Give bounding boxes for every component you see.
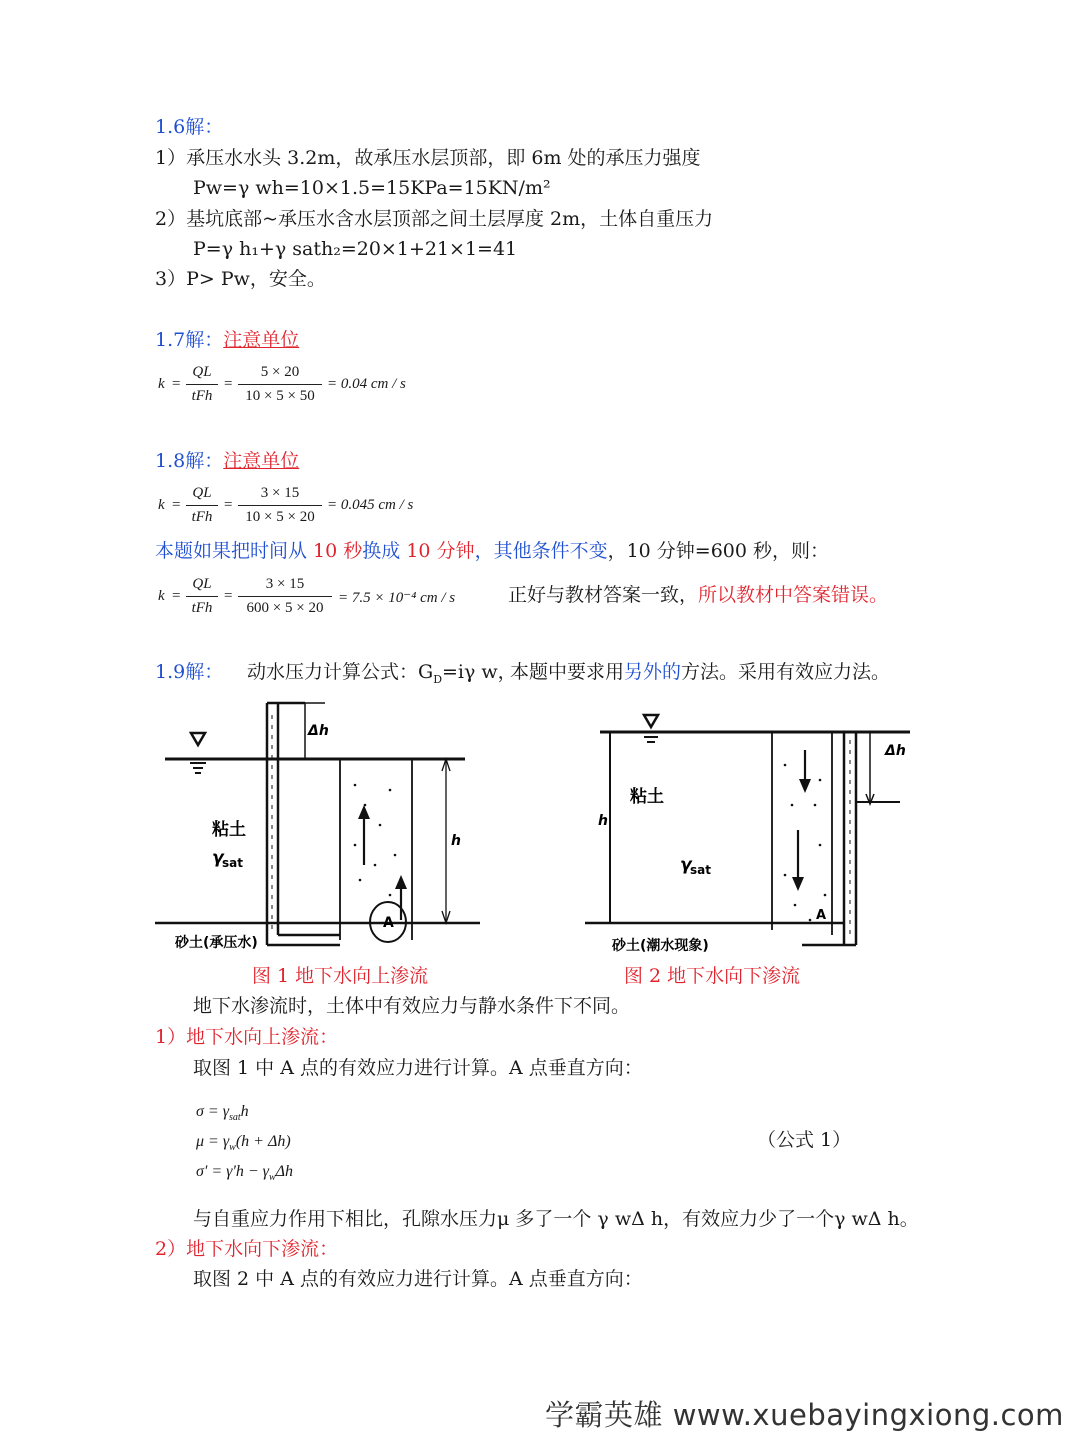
numerator: 3 × 15 [265,576,305,592]
h-label: h [451,833,461,849]
denominator: 10 × 5 × 20 [245,509,315,525]
delta-h-label: Δh [885,743,906,759]
gamma-subscript: sat [222,856,243,870]
unit-note: 注意单位 [223,450,300,472]
section-1-9-heading [155,661,223,683]
seepage-force-formula [247,661,517,691]
result-value: = 0.045 cm / s [327,497,414,513]
downward-seepage-text: 取图 2 中 A 点的有效应力进行计算。A 点垂直方向： [193,1268,643,1290]
solution-label: 解： [185,450,224,472]
numerator: QL [192,364,212,380]
downward-seepage-title: 2）地下水向下渗流： [155,1238,339,1260]
eq-subscript: sat [229,1112,241,1124]
section-1-6-heading [155,116,223,138]
result-value: = 0.04 cm / s [327,376,406,392]
text-black: 方法。采用有效应力法。 [681,661,891,683]
denominator: tFh [191,509,213,525]
denominator: tFh [191,600,213,616]
figure-2-caption: 图 2 地下水向下渗流 [624,965,801,987]
eq-part: μ = γ [196,1133,230,1150]
equation-mu [196,1133,291,1153]
solution-label: 解： [185,116,224,138]
fraction-ql-tfh [186,485,218,526]
result-value: = 7.5 × 10⁻⁴ cm / s [338,590,456,606]
section-number: 1.8 [155,450,186,472]
eq-subscript: w [268,1172,276,1184]
numerator: QL [192,576,212,592]
text-red: 10 秒 [307,540,363,562]
formula-subscript: D [433,672,443,686]
text-black: 正好与教材答案一致， [508,584,699,606]
water-table-icon [191,733,205,745]
seepage-paragraph: 地下水渗流时，土体中有效应力与静水条件下不同。 [193,995,631,1017]
equation-sigma-prime [196,1163,293,1183]
k-symbol: k [158,497,165,513]
s18-time-change-line [155,540,829,562]
s16-line-5: 3）P> Pw，安全。 [155,268,326,290]
sand-label: 砂土(潮水现象) [612,938,709,954]
figure-1-upward-seepage [150,695,480,960]
text-blue: ，其他条件不变 [474,540,608,562]
comparison-text: 与自重应力作用下相比，孔隙水压力μ 多了一个 γ wΔ h，有效应力少了一个γ wΔ h。 [193,1208,919,1230]
section-number: 1.6 [155,116,186,138]
denominator: 10 × 5 × 50 [245,388,315,404]
method-note [510,661,890,683]
denominator: tFh [191,388,213,404]
water-table-icon [644,715,658,727]
fraction-ql-tfh [186,576,218,617]
eq-part: h [240,1103,249,1120]
solution-label: 解： [185,661,224,683]
text-blue: 换成 [362,540,401,562]
figure-1-caption: 图 1 地下水向上渗流 [252,965,429,987]
fraction-values [238,576,332,617]
unit-note: 注意单位 [223,329,300,351]
numerator: 5 × 20 [260,364,300,380]
s16-line-4: P=γ h₁+γ sath₂=20×1+21×1=41 [193,238,518,260]
k-symbol: k [158,376,165,392]
numerator: QL [192,485,212,501]
section-number: 1.7 [155,329,186,351]
equation-sigma [196,1103,249,1123]
s16-line-2: Pw=γ wh=10×1.5=15KPa=15KN/m² [193,177,551,199]
text-red: 所以教材中答案错误。 [698,584,889,606]
s16-line-3: 2）基坑底部~承压水含水层顶部之间土层厚度 2m，土体自重压力 [155,208,714,230]
equals-sign: = [172,376,181,392]
text-black: ，10 分钟=600 秒，则： [607,540,830,562]
fraction-values [238,364,322,405]
k-symbol: k [158,588,165,604]
solution-label: 解： [185,329,224,351]
eq-part: σ' = γ'h − γ [196,1163,269,1180]
gamma-symbol: γ [212,848,224,868]
site-watermark: 学霸英雄 www.xuebayingxiong.com [545,1398,1064,1432]
equation-label: （公式 1） [757,1129,852,1151]
text-blue: 本题如果把时间从 [155,540,308,562]
numerator: 3 × 15 [260,485,300,501]
text-red: 10 分钟 [400,540,475,562]
equals-sign: = [224,376,233,392]
upward-seepage-text: 取图 1 中 A 点的有效应力进行计算。A 点垂直方向： [193,1057,643,1079]
section-1-8-heading [155,450,299,472]
section-number: 1.9 [155,661,186,683]
s16-line-1: 1）承压水水头 3.2m，故承压水层顶部，即 6m 处的承压力强度 [155,147,701,169]
eq-part: σ = γ [196,1103,229,1120]
fraction-ql-tfh [186,364,218,405]
eq-subscript: w [229,1142,236,1154]
text-black: 本题中要求用 [510,661,625,683]
formula-text: 动水压力计算公式：G [247,661,434,683]
point-a-label: A [816,908,827,923]
point-a-label: A [383,915,394,931]
clay-label: 粘土 [212,820,246,840]
figure-2-downward-seepage [580,705,920,960]
upward-seepage-title: 1）地下水向上渗流： [155,1026,339,1048]
sand-label: 砂土(承压水) [175,935,258,951]
textbook-comment [508,584,888,606]
text-blue: 另外的 [624,661,682,683]
h-label: h [598,813,608,829]
gamma-subscript: sat [690,863,711,877]
section-1-7-heading [155,329,299,351]
eq-part: Δh [275,1163,293,1180]
equals-sign: = [224,588,233,604]
formula-text: =iγ w， [442,661,517,683]
gamma-symbol: γ [680,855,692,875]
eq-part: (h + Δh) [235,1133,291,1150]
fraction-values [238,485,322,526]
equals-sign: = [172,497,181,513]
clay-label: 粘土 [630,787,664,807]
equals-sign: = [172,588,181,604]
equals-sign: = [224,497,233,513]
denominator: 600 × 5 × 20 [246,600,324,616]
delta-h-label: Δh [308,723,329,739]
